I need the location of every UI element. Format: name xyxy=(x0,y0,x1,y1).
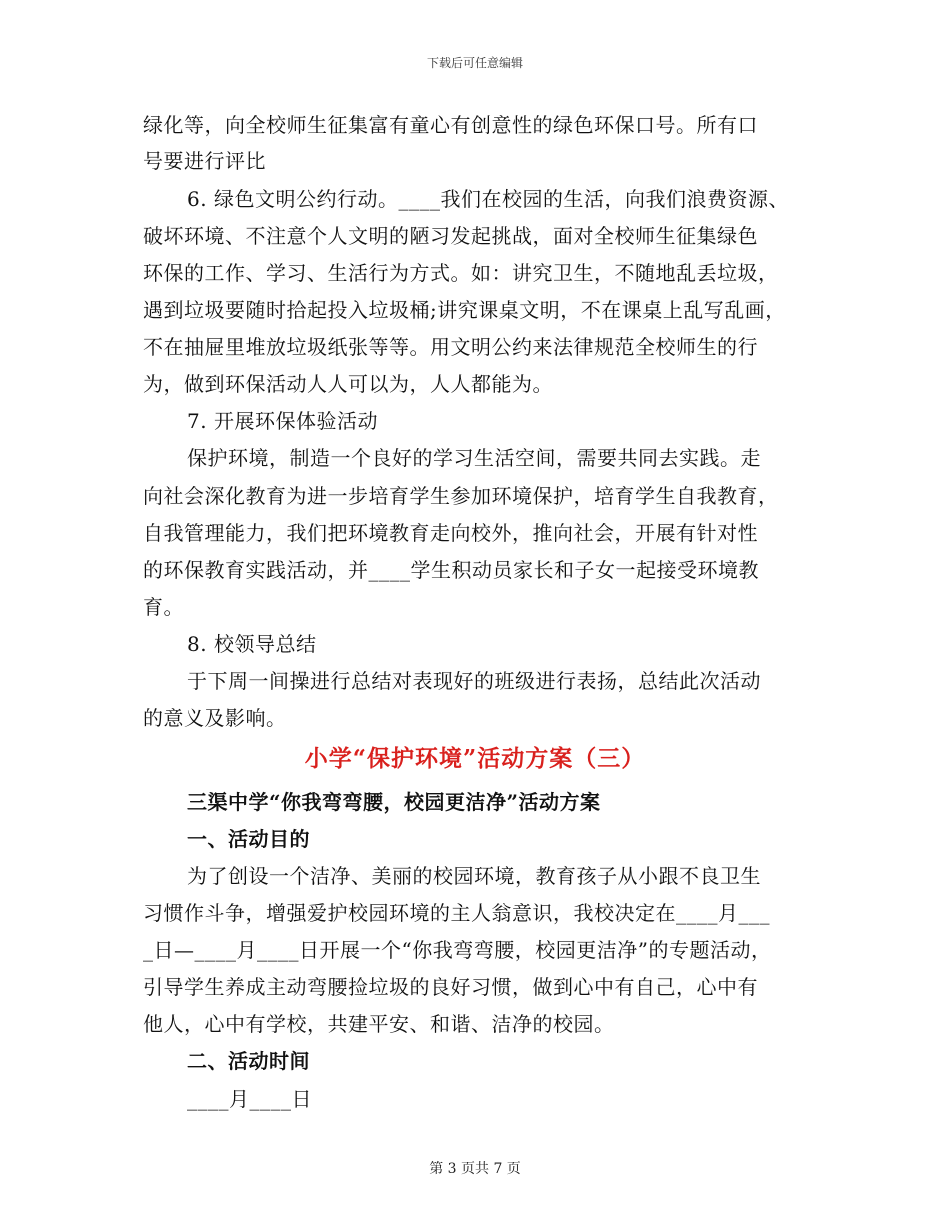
body-line: 引导学生养成主动弯腰捡垃圾的良好习惯，做到心中有自己，心中有 xyxy=(143,975,758,999)
body-line: 号要进行评比 xyxy=(143,149,266,173)
heading-purpose: 一、活动目的 xyxy=(187,827,310,851)
body-line: 破坏环境、不注意个人文明的陋习发起挑战，面对全校师生征集绿色 xyxy=(143,224,758,248)
body-line: 保护环境，制造一个良好的学习生活空间，需要共同去实践。走 xyxy=(187,446,761,470)
page-header: 下载后可任意编辑 xyxy=(426,56,523,70)
body-line: 不在抽屉里堆放垃圾纸张等等。用文明公约来法律规范全校师生的行 xyxy=(143,335,758,359)
page-footer: 第 3 页共 7 页 xyxy=(429,1161,521,1177)
body-line: 为，做到环保活动人人可以为，人人都能为。 xyxy=(143,372,553,396)
body-line: 7. 开展环保体验活动 xyxy=(187,409,378,433)
body-line: ____月____日 xyxy=(187,1087,312,1111)
body-line: 的环保教育实践活动，并____学生积动员家长和子女一起接受环境教 xyxy=(143,558,759,582)
body-line: 遇到垃圾要随时拾起投入垃圾桶;讲究课桌文明，不在课桌上乱写乱画， xyxy=(143,298,786,322)
body-line: _日—____月____日开展一个“你我弯弯腰，校园更洁净”的专题活动， xyxy=(143,938,772,962)
body-line: 习惯作斗争，增强爱护校园环境的主人翁意识，我校决定在____月___ xyxy=(143,901,770,925)
body-line: 自我管理能力，我们把环境教育走向校外，推向社会，开展有针对性 xyxy=(143,521,758,545)
body-line: 环保的工作、学习、生活行为方式。如：讲究卫生，不随地乱丢垃圾， xyxy=(143,261,779,285)
body-line: 8. 校领导总结 xyxy=(187,632,317,656)
body-line: 绿化等，向全校师生征集富有童心有创意性的绿色环保口号。所有口 xyxy=(143,113,758,137)
body-line: 向社会深化教育为进一步培育学生参加环境保护，培育学生自我教育， xyxy=(143,484,779,508)
body-line: 的意义及影响。 xyxy=(143,706,287,730)
section-title: 小学“保护环境”活动方案（三） xyxy=(304,745,646,772)
body-line: 于下周一间操进行总结对表现好的班级进行表扬，总结此次活动 xyxy=(187,669,761,693)
subtitle: 三渠中学“你我弯弯腰，校园更洁净”活动方案 xyxy=(187,790,601,814)
body-line: 为了创设一个洁净、美丽的校园环境，教育孩子从小跟不良卫生 xyxy=(187,864,761,888)
heading-time: 二、活动时间 xyxy=(187,1049,310,1073)
body-line: 6. 绿色文明公约行动。____我们在校园的生活，向我们浪费资源、 xyxy=(187,187,789,211)
body-line: 育。 xyxy=(143,595,184,619)
body-line: 他人，心中有学校，共建平安、和谐、洁净的校园。 xyxy=(143,1012,615,1036)
